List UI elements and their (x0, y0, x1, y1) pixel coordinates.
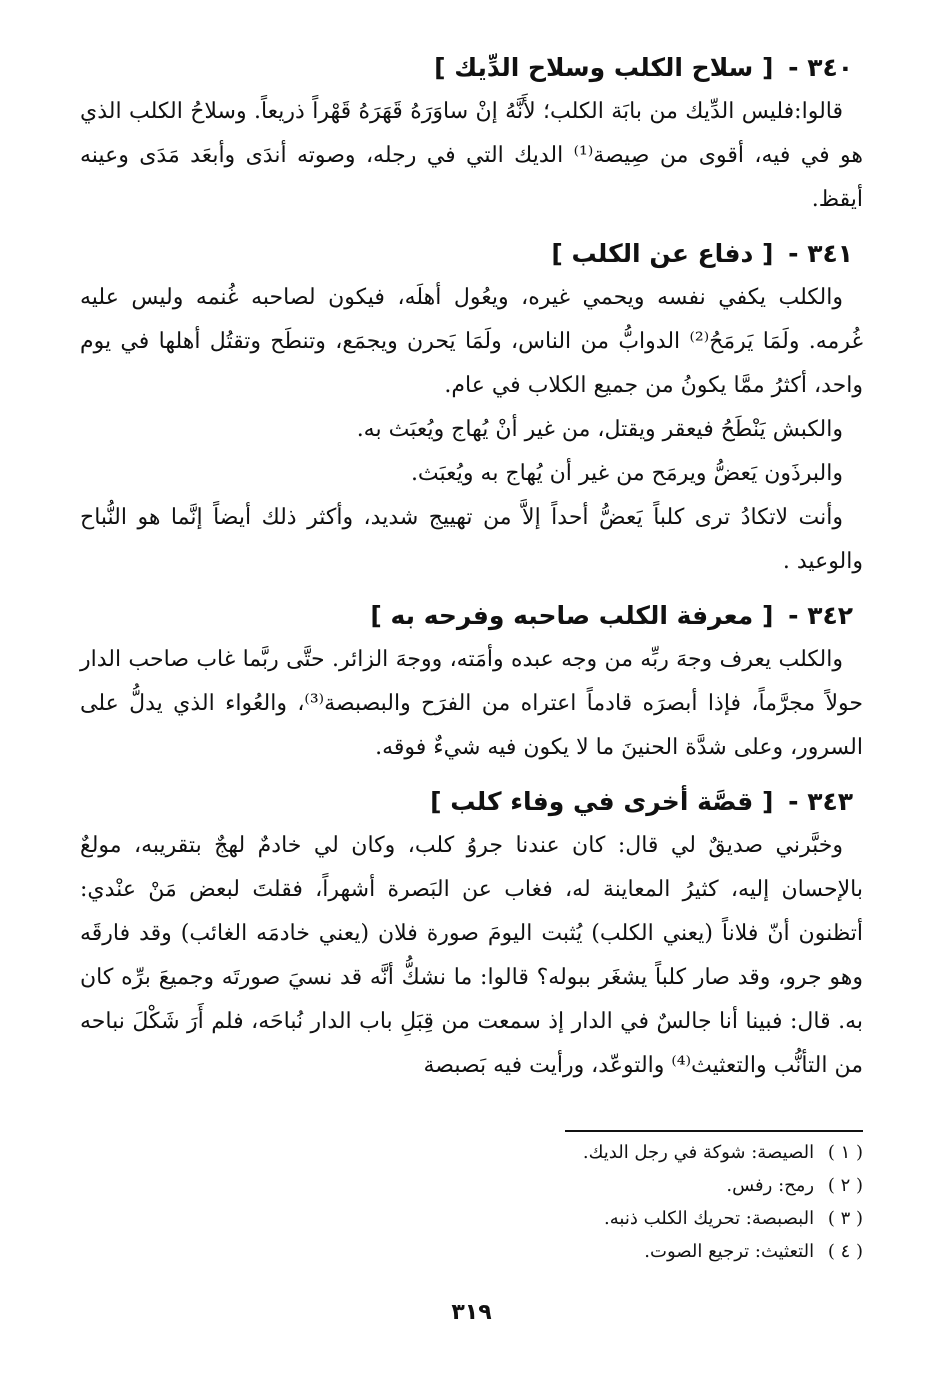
paragraph: وأنت لاتكادُ ترى كلباً يَعضُّ أحداً إلاَّ من تهييج شديد، وأكثر ذلك أيضاً إنَّما هو النُّباح والوعيد . (80, 505, 863, 574)
section-number: ٣٤٣ - (788, 787, 853, 816)
section-heading (80, 234, 863, 274)
footnotes (80, 1138, 863, 1270)
footnote-text: التعثيث: ترجيع الصوت. (644, 1241, 815, 1262)
paragraph: والكبش يَنْطَحُ فيعقر ويقتل، من غير أنْ يُهاج ويُعبَث به. (356, 417, 843, 442)
footnote-text: الصيصة: شوكة في رجل الديك. (582, 1142, 815, 1163)
section-number: ٣٤٠ - (788, 53, 853, 82)
paragraph: والبرذَون يَعضُّ ويرمَح من غير أن يُهاج به ويُعبَث. (410, 461, 843, 486)
footnote-text: رمح: رفس. (726, 1175, 815, 1196)
section-number: ٣٤٢ - (788, 601, 853, 630)
footnote-text: البصبصة: تحريك الكلب ذنبه. (604, 1208, 815, 1229)
footnote-divider (565, 1130, 863, 1132)
section-heading (80, 48, 863, 88)
section-heading (80, 596, 863, 636)
footnote (80, 1171, 863, 1201)
footnote-number: ( ٤ ) (827, 1241, 863, 1262)
footnote (80, 1138, 863, 1168)
paragraph: والكلب يكفي نفسه ويحمي غيره، ويعُول أهلَه، فيكون لصاحبه غُنمه وليس عليه غُرمه. ولَمَا يَرمَحُ⁽²⁾ الدوابُّ من الناس، ولَمَا يَحرن ويجمَع، وتنطَح وتقتُل أهلها في يوم واحد، أكثرُ ممَّا يكونُ من جميع الكلاب في عام. (80, 285, 863, 398)
paragraph: والكلب يعرف وجهَ ربِّه من وجه عبده وأمَته، ووجهَ الزائر. حتَّى ربَّما غاب صاحب الدار حولاً مجرَّماً، فإذا أبصرَه قادماً اعتراه من الفرَح والبصبصة⁽³⁾، والعُواء الذي يدلُّ على السرور، وعلى شدَّة الحنينَ ما لا يكون فيه شيءٌ فوقه. (80, 647, 863, 760)
paragraph: وخبَّرني صديقٌ لي قال: كان عندنا جروُ كلب، وكان لي خادمٌ لهجٌ بتقريبه، مولعٌ بالإحسان إليه، كثيرُ المعاينة له، فغاب عن البَصرة أشهراً، فقلتَ لبعض مَنْ عنْدي: أتظنون أنّ فلاناً (يعني الكلب) يُثبت اليومَ صورة فلان (يعني خادمَه الغائب) وقد فارقَه وهو جرو، وقد صار كلباً يشغَر ببوله؟ قالوا: ما نشكُّ أنَّه قد نسيَ صورتَه وجميعَ برِّه كان به. قال: فبينا أنا جالسٌ في الدار إذ سمعت من قِبَلِ باب الدار نُباحَه، فلم أَرَ شَكْلَ نباحه من التأنُّب والتعثيث⁽⁴⁾ والتوعّد، ورأيت فيه بَصبصة (80, 833, 863, 1078)
section-342 (80, 596, 863, 770)
paragraph: قالوا:فليس الدِّيك من بابَة الكلب؛ لأَنَّهُ إنْ ساوَرَهُ قَهَرَهُ قَهْراً ذريعاً. وسلاحُ الكلب الذي هو في فيه، أقوى من صِيصة⁽¹⁾ الديك التي في رجله، وصوته أندَى وأبعَد مَدَى وعينه أيقظ. (80, 99, 863, 212)
section-title: [ معرفة الكلب صاحبه وفرحه به ] (370, 601, 774, 630)
footnote (80, 1204, 863, 1234)
section-title: [ قصَّة أخرى في وفاء كلب ] (430, 787, 774, 816)
footnote-number: ( ٣ ) (827, 1208, 863, 1229)
section-title: [ دفاع عن الكلب ] (551, 239, 774, 268)
section-heading (80, 782, 863, 822)
section-number: ٣٤١ - (788, 239, 853, 268)
page-body (80, 48, 863, 1088)
footnote-number: ( ٢ ) (827, 1175, 863, 1196)
footnote-number: ( ١ ) (827, 1142, 863, 1163)
section-340 (80, 48, 863, 222)
section-341 (80, 234, 863, 584)
page-number: ٣١٩ (451, 1300, 492, 1325)
section-343 (80, 782, 863, 1088)
section-title: [ سلاح الكلب وسلاح الدِّيك ] (434, 53, 774, 82)
footnote (80, 1237, 863, 1267)
